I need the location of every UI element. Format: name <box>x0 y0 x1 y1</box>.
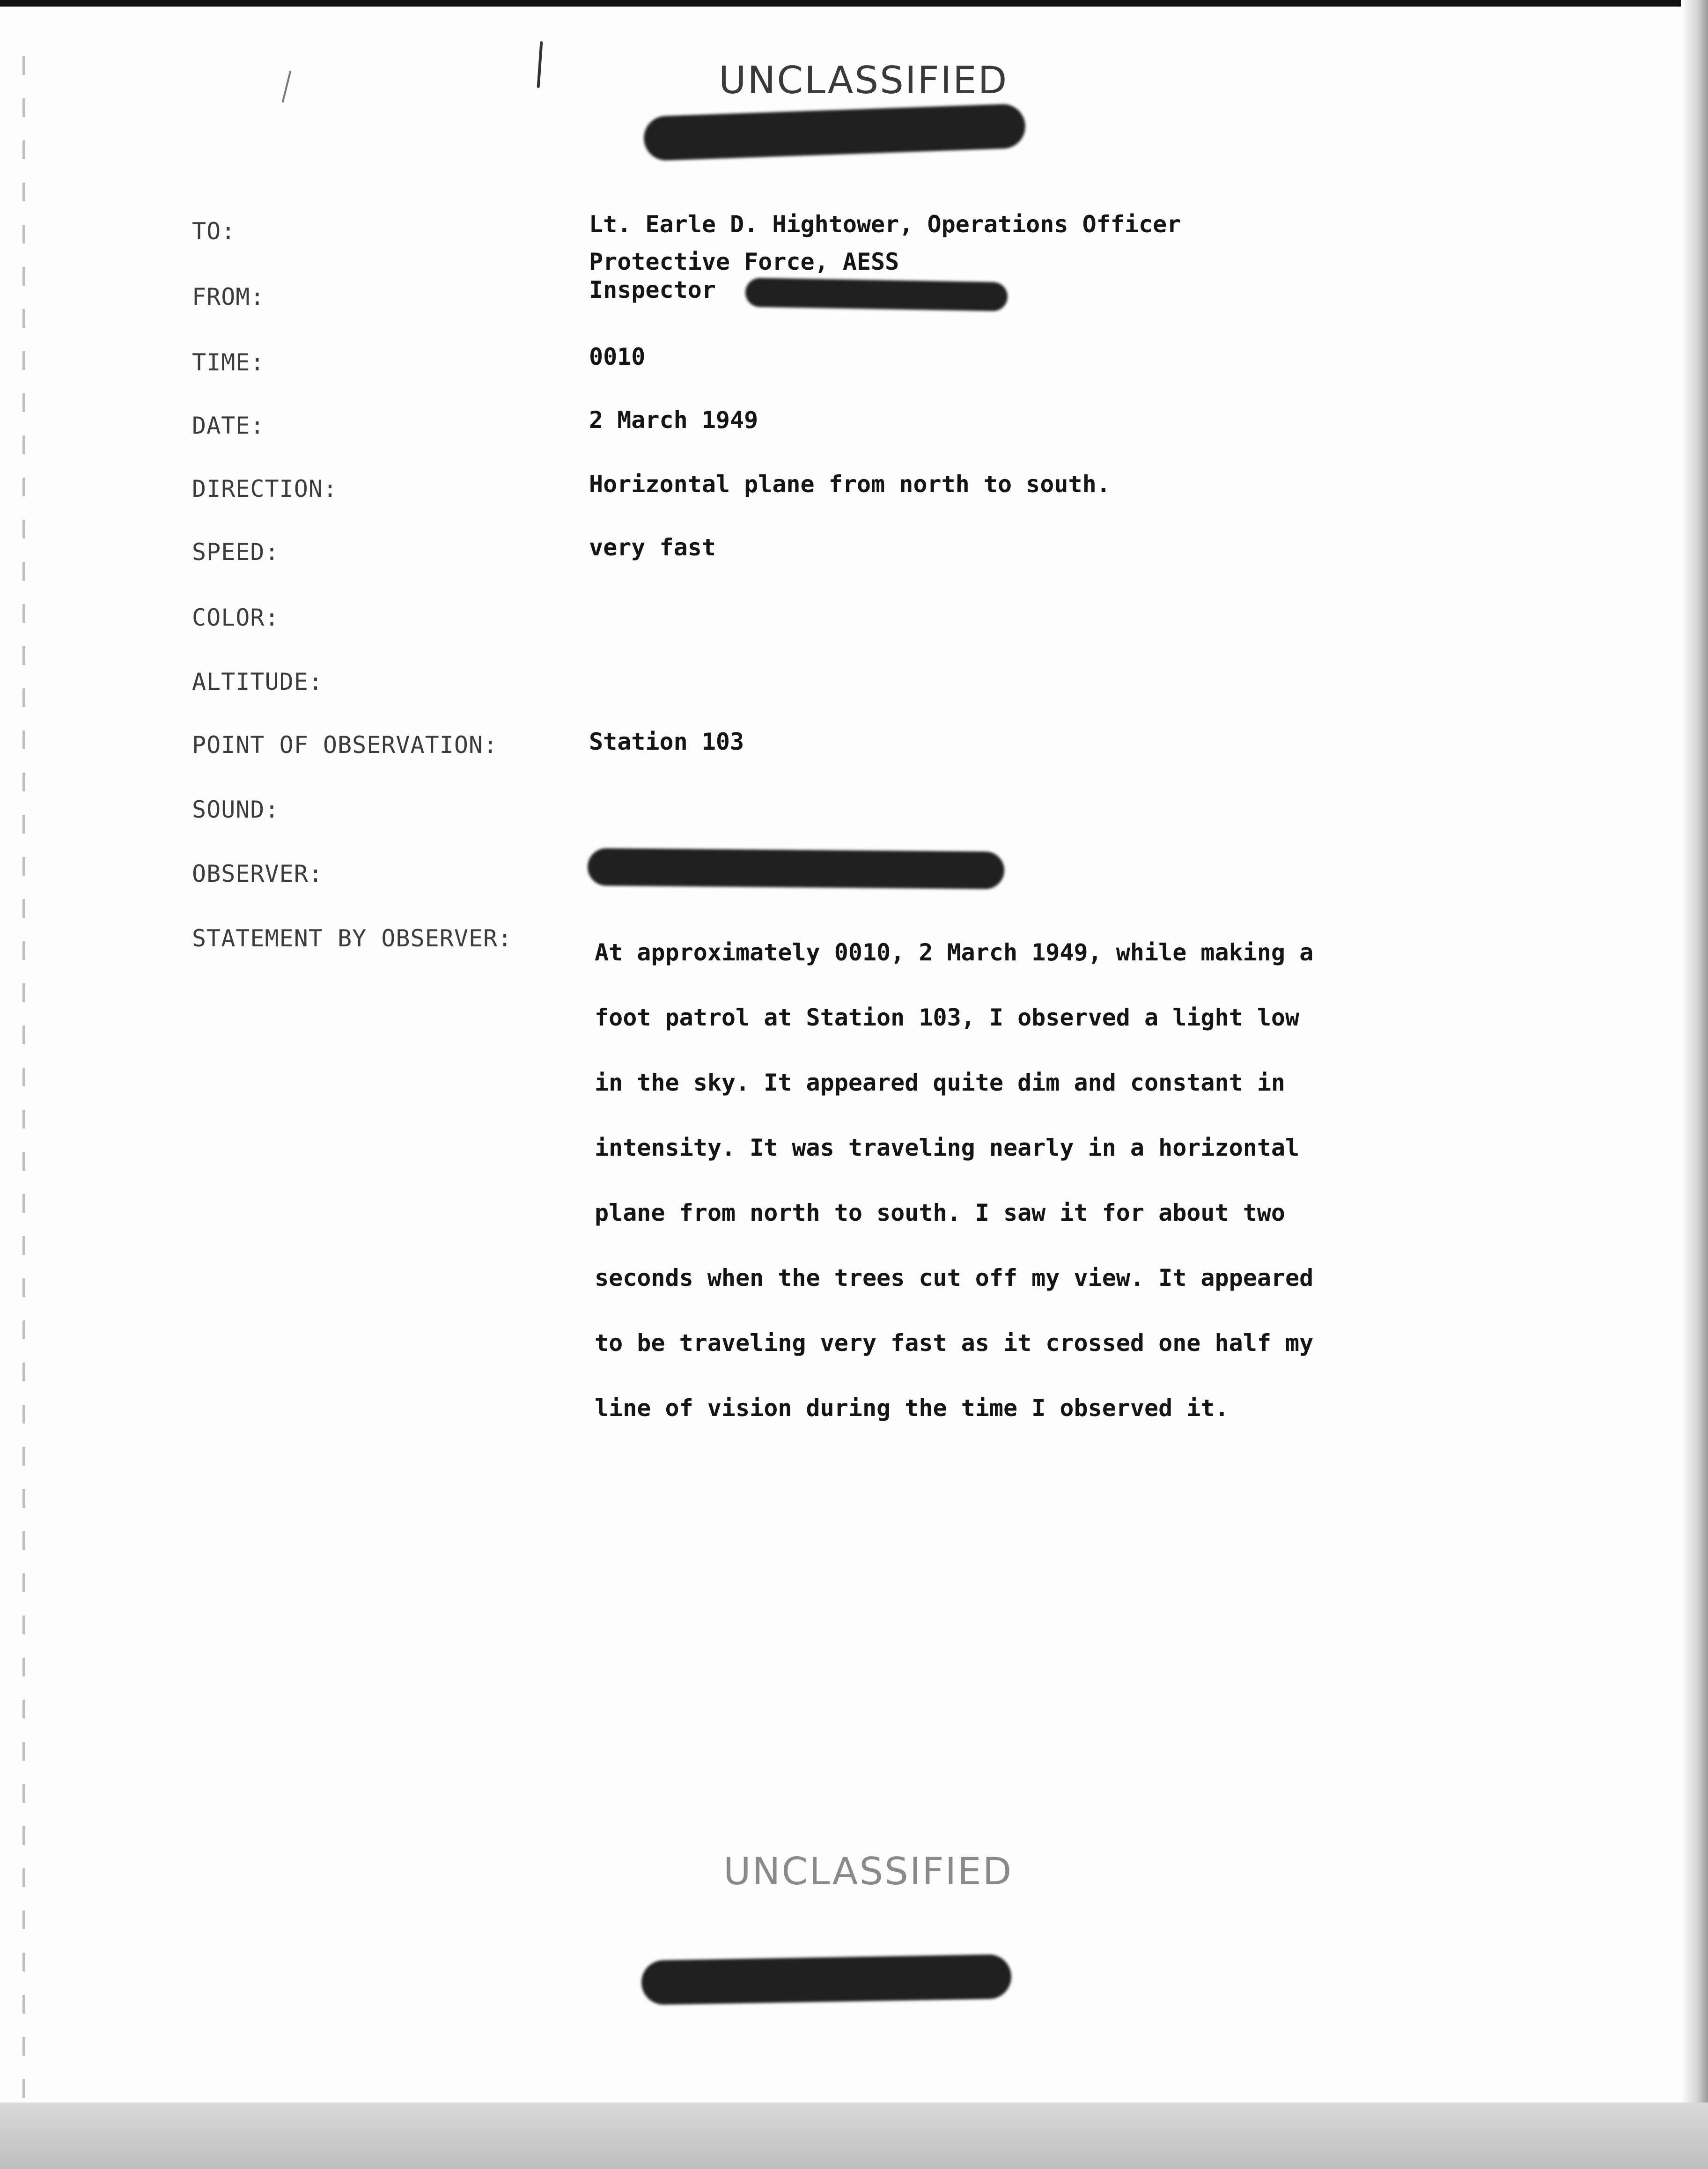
from-value: Inspector <box>589 276 716 303</box>
color-label: COLOR: <box>192 604 280 631</box>
pencil-mark <box>537 41 543 88</box>
to-value-line1: Lt. Earle D. Hightower, Operations Officer <box>589 211 1181 238</box>
direction-value: Horizontal plane from north to south. <box>589 471 1111 498</box>
classification-stamp-top: UNCLASSIFIED <box>719 59 1009 102</box>
time-label: TIME: <box>192 349 265 376</box>
statement-line: to be traveling very fast as it crossed one half my <box>595 1329 1314 1357</box>
statement-body <box>595 920 1465 1441</box>
statement-line: At approximately 0010, 2 March 1949, while making a <box>595 939 1314 966</box>
classification-stamp-bottom: UNCLASSIFIED <box>723 1850 1013 1893</box>
date-value: 2 March 1949 <box>589 406 758 434</box>
redaction-bar-observer <box>588 848 1005 889</box>
scan-bottom-edge <box>0 2103 1708 2169</box>
altitude-label: ALTITUDE: <box>192 668 323 695</box>
direction-label: DIRECTION: <box>192 475 338 502</box>
sound-label: SOUND: <box>192 796 280 823</box>
statement-line: plane from north to south. I saw it for about two <box>595 1199 1286 1226</box>
redaction-bar-from <box>745 278 1008 311</box>
scan-right-edge <box>1681 0 1708 2103</box>
statement-line: seconds when the trees cut off my view. It appeared <box>595 1264 1314 1291</box>
date-label: DATE: <box>192 412 265 439</box>
speed-label: SPEED: <box>192 539 280 566</box>
point-of-observation-label: POINT OF OBSERVATION: <box>192 731 498 759</box>
redaction-bar-bottom <box>641 1954 1012 2005</box>
statement-line: intensity. It was traveling nearly in a horizontal <box>595 1134 1300 1161</box>
statement-label: STATEMENT BY OBSERVER: <box>192 925 513 952</box>
speed-value: very fast <box>589 534 716 561</box>
from-label: FROM: <box>192 283 265 310</box>
pencil-mark <box>282 71 292 103</box>
statement-line: in the sky. It appeared quite dim and constant in <box>595 1069 1286 1096</box>
scan-left-edge <box>22 56 25 2098</box>
statement-line: line of vision during the time I observed it. <box>595 1394 1229 1422</box>
statement-line: foot patrol at Station 103, I observed a light low <box>595 1004 1300 1031</box>
to-label: TO: <box>192 218 236 245</box>
point-of-observation-value: Station 103 <box>589 728 744 755</box>
scan-top-edge <box>0 0 1708 7</box>
time-value: 0010 <box>589 343 646 370</box>
observer-label: OBSERVER: <box>192 860 323 887</box>
to-value-line2: Protective Force, AESS <box>589 248 899 275</box>
redaction-bar-top <box>643 103 1026 161</box>
